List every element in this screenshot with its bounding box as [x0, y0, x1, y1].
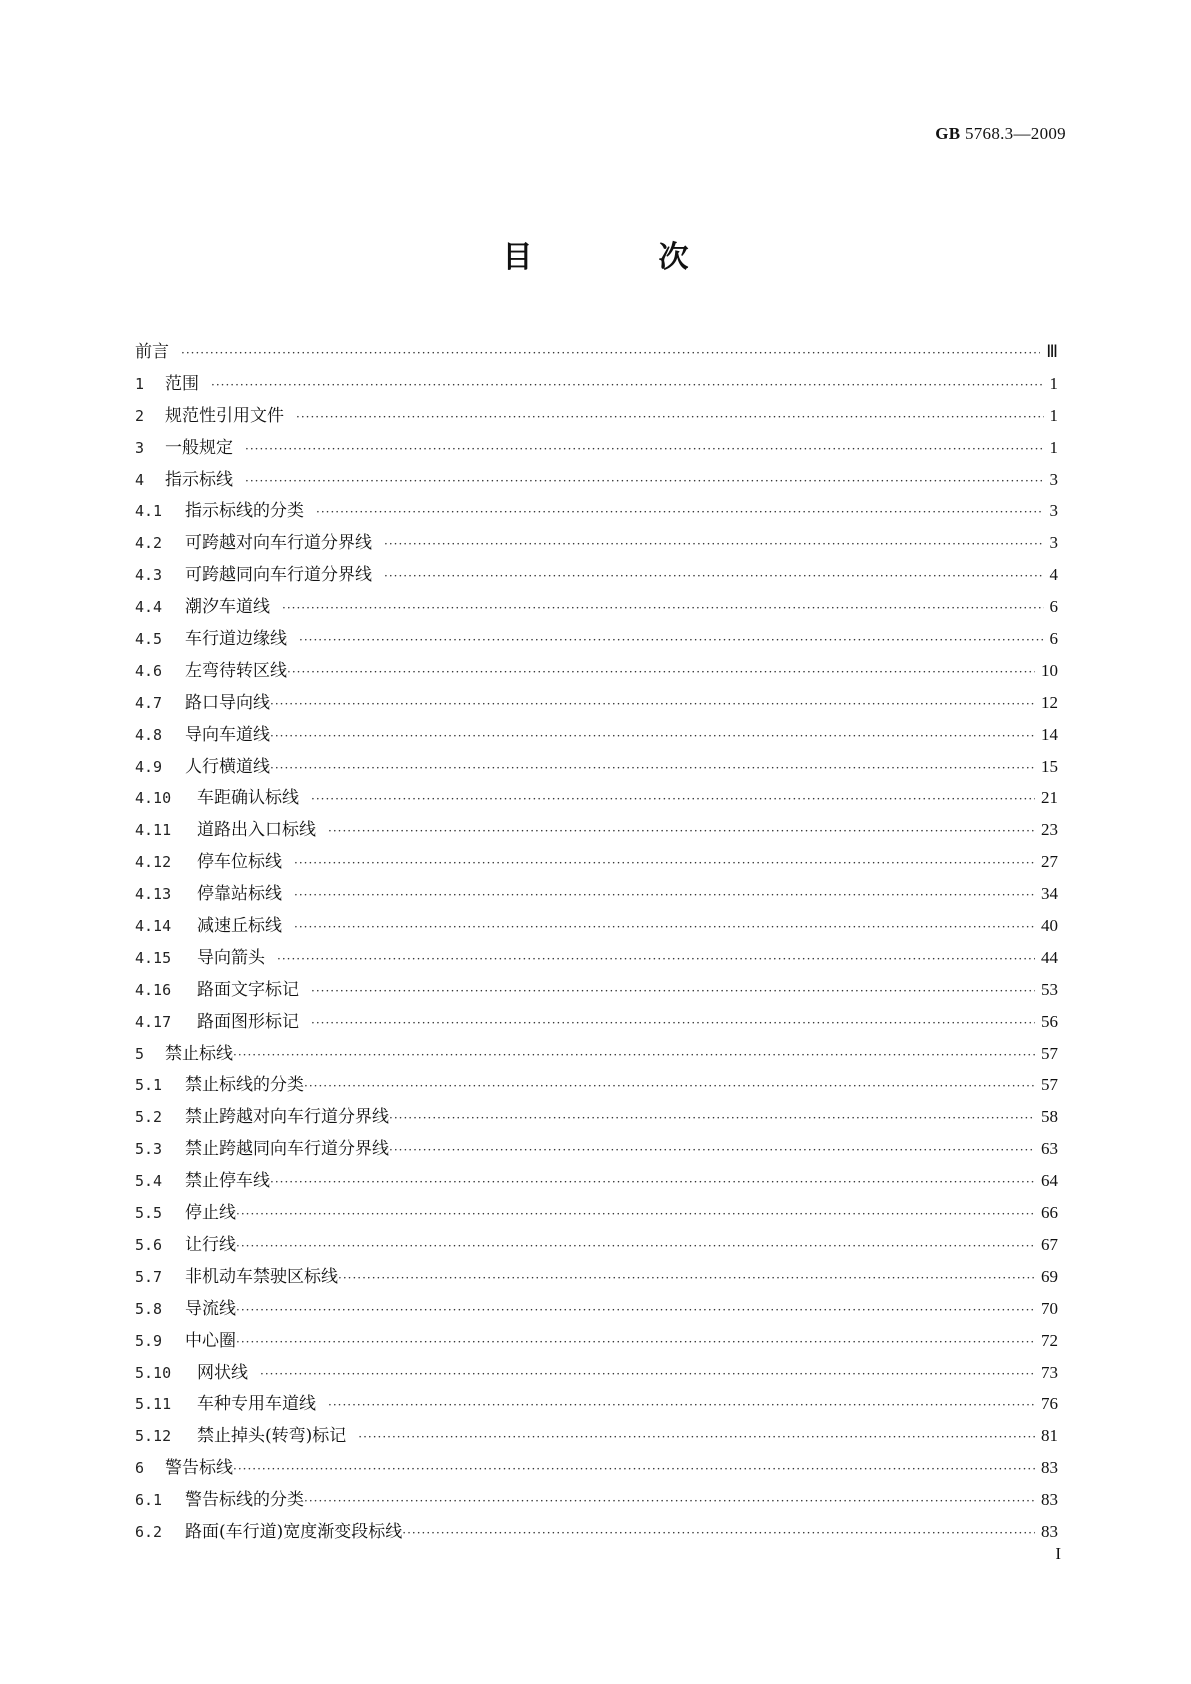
toc-entry-number: 4.9 — [135, 757, 163, 776]
toc-entry-title: 人行横道线 — [185, 756, 270, 777]
toc-entry-page: 10 — [1041, 660, 1058, 680]
toc-entry-title: 禁止标线 — [165, 1043, 233, 1064]
toc-leader-dots — [181, 338, 1040, 370]
toc-entry-page: 15 — [1041, 756, 1058, 776]
toc-entry-title: 一般规定 — [165, 437, 233, 458]
toc-entry[interactable] — [135, 878, 1058, 910]
toc-entry-page: 14 — [1041, 724, 1058, 744]
toc-entry-number: 5 — [135, 1044, 145, 1063]
toc-entry-page: 73 — [1041, 1362, 1058, 1382]
toc-entry-number: 4.16 — [135, 980, 172, 999]
toc-entry[interactable] — [135, 910, 1058, 942]
toc-entry-page: 53 — [1041, 979, 1058, 999]
toc-entry-number: 6.2 — [135, 1522, 163, 1541]
toc-entry-title: 网状线 — [197, 1362, 248, 1383]
toc-entry-page: 3 — [1049, 501, 1058, 521]
toc-leader-dots — [358, 1422, 1035, 1454]
toc-entry-number: 4.13 — [135, 885, 172, 904]
toc-entry-page: 1 — [1049, 373, 1058, 393]
table-of-contents — [135, 336, 1058, 1548]
toc-entry[interactable] — [135, 1229, 1058, 1261]
toc-entry-number: 5.12 — [135, 1427, 172, 1446]
toc-leader-dots — [402, 1518, 1035, 1550]
toc-entry[interactable] — [135, 623, 1058, 655]
toc-entry-title: 左弯待转区线 — [185, 660, 287, 681]
page-number: I — [1055, 1544, 1061, 1563]
toc-entry-page: 69 — [1041, 1266, 1058, 1286]
toc-entry-page: 83 — [1041, 1458, 1058, 1478]
toc-entry[interactable] — [135, 1516, 1058, 1548]
toc-entry[interactable] — [135, 1357, 1058, 1389]
toc-entry-number: 4.17 — [135, 1012, 172, 1031]
toc-leader-dots — [296, 402, 1044, 434]
toc-entry-title: 导流线 — [185, 1298, 236, 1319]
toc-entry[interactable] — [135, 655, 1058, 687]
toc-entry-page: 34 — [1041, 884, 1058, 904]
toc-entry-number: 4.4 — [135, 598, 163, 617]
toc-leader-dots — [294, 912, 1035, 944]
toc-entry-title: 导向车道线 — [185, 724, 270, 745]
toc-entry-title: 警告标线的分类 — [185, 1490, 304, 1511]
toc-entry[interactable] — [135, 974, 1058, 1006]
toc-leader-dots — [328, 816, 1035, 848]
toc-entry-page: 4 — [1049, 565, 1058, 585]
toc-leader-dots — [270, 689, 1035, 721]
toc-entry-number: 4.15 — [135, 948, 172, 967]
toc-entry-title: 路面图形标记 — [197, 1011, 299, 1032]
toc-entry-title: 可跨越对向车行道分界线 — [185, 533, 372, 554]
toc-leader-dots — [270, 753, 1035, 785]
toc-entry-page: 1 — [1049, 405, 1058, 425]
toc-leader-dots — [328, 1390, 1035, 1422]
toc-entry-page: 67 — [1041, 1234, 1058, 1254]
toc-leader-dots — [384, 529, 1044, 561]
toc-entry-number: 6 — [135, 1459, 145, 1478]
toc-entry[interactable] — [135, 751, 1058, 783]
toc-leader-dots — [316, 497, 1044, 529]
toc-leader-dots — [304, 1071, 1035, 1103]
toc-entry-number: 4.11 — [135, 821, 172, 840]
toc-entry-title: 路口导向线 — [185, 692, 270, 713]
toc-entry[interactable] — [135, 432, 1058, 464]
toc-entry-page: 83 — [1041, 1521, 1058, 1541]
toc-entry-number: 5.4 — [135, 1172, 163, 1191]
toc-entry-page: 27 — [1041, 852, 1058, 872]
toc-leader-dots — [245, 434, 1044, 466]
toc-entry-page: 81 — [1041, 1426, 1058, 1446]
toc-entry-number: 2 — [135, 406, 145, 425]
toc-entry-page: 44 — [1041, 947, 1058, 967]
toc-entry[interactable] — [135, 1069, 1058, 1101]
toc-leader-dots — [311, 1008, 1035, 1040]
toc-entry[interactable] — [135, 782, 1058, 814]
toc-leader-dots — [282, 593, 1044, 625]
toc-entry-title: 禁止跨越同向车行道分界线 — [185, 1139, 389, 1160]
toc-entry-title: 禁止掉头(转弯)标记 — [197, 1426, 347, 1447]
toc-entry[interactable] — [135, 400, 1058, 432]
toc-leader-dots — [211, 370, 1044, 402]
toc-entry-page: 3 — [1049, 533, 1058, 553]
toc-entry-number: 4.6 — [135, 661, 163, 680]
toc-leader-dots — [270, 721, 1035, 753]
toc-entry-title: 潮汐车道线 — [185, 597, 270, 618]
toc-entry-title: 路面文字标记 — [197, 979, 299, 1000]
toc-entry-page: 6 — [1049, 629, 1058, 649]
toc-entry-number: 4.2 — [135, 534, 163, 553]
toc-entry-number: 5.5 — [135, 1204, 163, 1223]
toc-entry-title: 可跨越同向车行道分界线 — [185, 565, 372, 586]
toc-entry[interactable] — [135, 1452, 1058, 1484]
toc-leader-dots — [311, 976, 1035, 1008]
toc-leader-dots — [277, 944, 1035, 976]
toc-entry-page: 57 — [1041, 1075, 1058, 1095]
toc-leader-dots — [245, 466, 1044, 498]
toc-entry-page: 12 — [1041, 692, 1058, 712]
toc-entry-number: 4.1 — [135, 502, 163, 521]
toc-entry-page: 56 — [1041, 1011, 1058, 1031]
toc-leader-dots — [304, 1486, 1035, 1518]
toc-entry-number: 4.5 — [135, 630, 163, 649]
toc-leader-dots — [236, 1327, 1035, 1359]
toc-entry-page: 23 — [1041, 820, 1058, 840]
toc-entry-number: 1 — [135, 374, 145, 393]
toc-entry[interactable] — [135, 1165, 1058, 1197]
toc-entry-number: 5.11 — [135, 1395, 172, 1414]
toc-entry-page: 70 — [1041, 1298, 1058, 1318]
toc-entry[interactable] — [135, 1261, 1058, 1293]
toc-entry-page: 83 — [1041, 1490, 1058, 1510]
toc-entry-title: 禁止标线的分类 — [185, 1075, 304, 1096]
toc-entry-page: 1 — [1049, 437, 1058, 457]
toc-entry[interactable] — [135, 687, 1058, 719]
toc-leader-dots — [287, 657, 1035, 689]
toc-entry[interactable] — [135, 1293, 1058, 1325]
toc-entry-number: 4.10 — [135, 789, 172, 808]
toc-leader-dots — [389, 1103, 1035, 1135]
toc-entry-title: 规范性引用文件 — [165, 405, 284, 426]
toc-leader-dots — [294, 848, 1035, 880]
toc-leader-dots — [389, 1135, 1035, 1167]
toc-entry-number: 5.3 — [135, 1140, 163, 1159]
standard-code — [935, 124, 1066, 144]
toc-leader-dots — [233, 1454, 1035, 1486]
toc-entry-number: 4 — [135, 470, 145, 489]
toc-entry[interactable] — [135, 368, 1058, 400]
toc-entry-number: 4.12 — [135, 853, 172, 872]
toc-entry-number: 5.8 — [135, 1299, 163, 1318]
toc-entry-number: 5.1 — [135, 1076, 163, 1095]
toc-entry-number: 4.7 — [135, 693, 163, 712]
toc-entry[interactable] — [135, 1006, 1058, 1038]
toc-entry[interactable] — [135, 1038, 1058, 1070]
toc-entry-page: 63 — [1041, 1139, 1058, 1159]
toc-entry-title: 警告标线 — [165, 1458, 233, 1479]
toc-entry[interactable] — [135, 814, 1058, 846]
toc-entry-number: 5.7 — [135, 1267, 163, 1286]
toc-entry[interactable] — [135, 1420, 1058, 1452]
toc-entry[interactable] — [135, 719, 1058, 751]
toc-entry[interactable] — [135, 846, 1058, 878]
toc-entry-page: 40 — [1041, 916, 1058, 936]
toc-entry-title: 指示标线的分类 — [185, 501, 304, 522]
toc-entry-page: 66 — [1041, 1203, 1058, 1223]
toc-leader-dots — [236, 1231, 1035, 1263]
toc-entry-title: 停止线 — [185, 1203, 236, 1224]
toc-entry-title: 道路出入口标线 — [197, 820, 316, 841]
toc-entry[interactable] — [135, 1484, 1058, 1516]
toc-entry-title: 中心圈 — [185, 1330, 236, 1351]
toc-leader-dots — [236, 1199, 1035, 1231]
toc-entry[interactable] — [135, 591, 1058, 623]
page-title: 目 次 — [502, 240, 737, 275]
toc-entry-title: 路面(车行道)宽度渐变段标线 — [185, 1521, 403, 1542]
toc-leader-dots — [260, 1359, 1035, 1391]
toc-leader-dots — [338, 1263, 1035, 1295]
toc-entry-number: 3 — [135, 438, 145, 457]
toc-entry-number: 4.8 — [135, 725, 163, 744]
toc-entry-number: 5.2 — [135, 1108, 163, 1127]
toc-entry-number: 5.6 — [135, 1235, 163, 1254]
toc-entry[interactable] — [135, 1388, 1058, 1420]
toc-entry-title: 减速丘标线 — [197, 916, 282, 937]
toc-entry[interactable] — [135, 1197, 1058, 1229]
toc-entry-title: 让行线 — [185, 1234, 236, 1255]
toc-entry-title: 禁止停车线 — [185, 1171, 270, 1192]
toc-entry-page: 6 — [1049, 597, 1058, 617]
toc-entry-title: 非机动车禁驶区标线 — [185, 1266, 338, 1287]
toc-entry-page: 64 — [1041, 1171, 1058, 1191]
toc-entry-title: 车行道边缘线 — [185, 629, 287, 650]
standard-prefix: GB — [935, 124, 961, 143]
toc-entry-page: Ⅲ — [1046, 342, 1058, 361]
toc-entry-page: 57 — [1041, 1043, 1058, 1063]
toc-entry-title: 车种专用车道线 — [197, 1394, 316, 1415]
toc-entry-page: 58 — [1041, 1107, 1058, 1127]
toc-entry-number: 5.9 — [135, 1331, 163, 1350]
toc-leader-dots — [233, 1040, 1035, 1072]
toc-leader-dots — [384, 561, 1044, 593]
toc-entry-title: 范围 — [165, 373, 199, 394]
toc-entry[interactable] — [135, 1133, 1058, 1165]
toc-entry[interactable] — [135, 336, 1058, 368]
toc-entry-page: 76 — [1041, 1394, 1058, 1414]
toc-entry[interactable] — [135, 942, 1058, 974]
toc-entry-number: 4.14 — [135, 917, 172, 936]
toc-leader-dots — [299, 625, 1044, 657]
toc-leader-dots — [311, 784, 1035, 816]
toc-entry-title: 车距确认标线 — [197, 788, 299, 809]
toc-entry-title: 禁止跨越对向车行道分界线 — [185, 1107, 389, 1128]
standard-number: 5768.3—2009 — [964, 124, 1066, 143]
toc-leader-dots — [270, 1167, 1035, 1199]
toc-entry[interactable] — [135, 1101, 1058, 1133]
toc-entry[interactable] — [135, 1325, 1058, 1357]
toc-entry-title: 停靠站标线 — [197, 884, 282, 905]
toc-entry[interactable] — [135, 495, 1058, 527]
toc-entry-page: 21 — [1041, 788, 1058, 808]
toc-entry[interactable] — [135, 559, 1058, 591]
toc-entry-title: 前言 — [135, 342, 169, 362]
toc-leader-dots — [294, 880, 1035, 912]
toc-entry-number: 6.1 — [135, 1491, 163, 1510]
toc-entry-page: 72 — [1041, 1330, 1058, 1350]
toc-entry-number: 4.3 — [135, 566, 163, 585]
toc-entry-page: 3 — [1049, 469, 1058, 489]
toc-entry-number: 5.10 — [135, 1363, 172, 1382]
toc-entry-title: 导向箭头 — [197, 947, 265, 968]
toc-entry[interactable] — [135, 464, 1058, 496]
toc-entry-title: 停车位标线 — [197, 852, 282, 873]
toc-leader-dots — [236, 1295, 1035, 1327]
toc-entry-title: 指示标线 — [165, 469, 233, 490]
toc-entry[interactable] — [135, 527, 1058, 559]
